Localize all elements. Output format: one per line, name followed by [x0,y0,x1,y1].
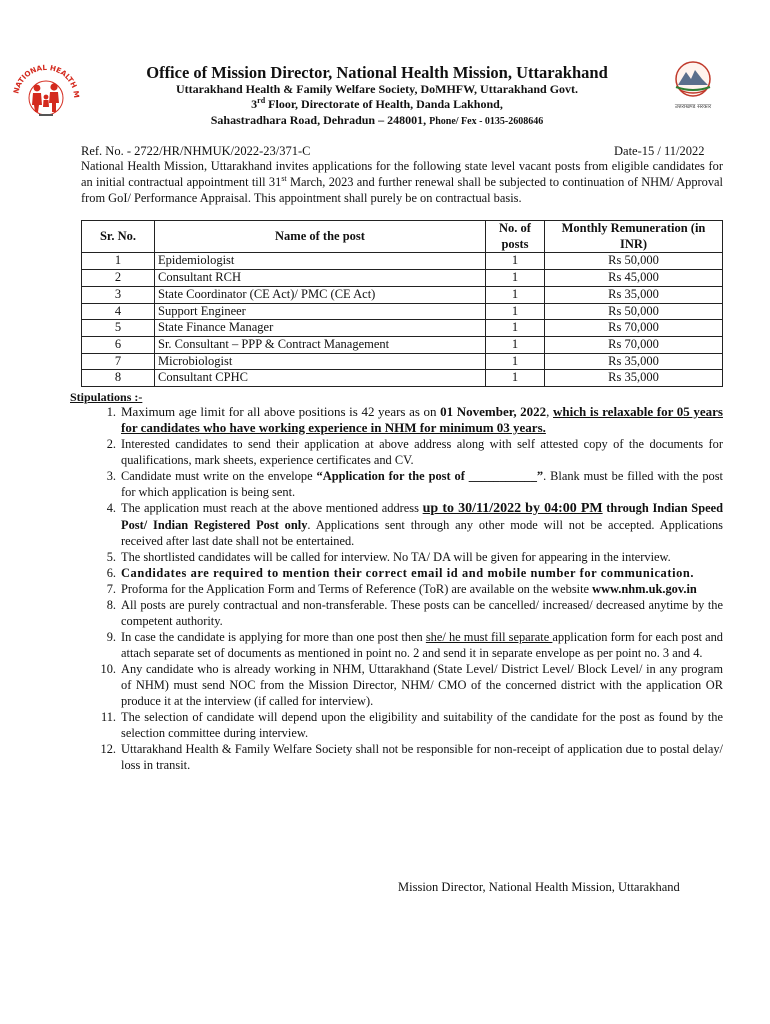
cell-post: Consultant RCH [155,270,486,287]
stipulation-item: 2. Interested candidates to send their application at above address along with self attested copy of the documents for qualifications, mark sheets, experience certificates and CV. [106,437,723,467]
cell-remuneration: Rs 35,000 [545,370,723,387]
office-title: Office of Mission Director, National Health Mission, Uttarakhand [146,63,608,82]
stipulation-item: 1. Maximum age limit for all above positions is 42 years as on 01 November, 2022, which is relaxable for 05 years for candidates who have working experience in NHM for minimum 03 years. [106,404,723,435]
cell-sr: 1 [82,253,155,270]
cell-posts: 1 [486,370,545,387]
table-header-row [82,221,723,253]
cell-remuneration: Rs 50,000 [545,303,723,320]
website-link: www.nhm.uk.gov.in [592,582,697,596]
cell-posts: 1 [486,320,545,337]
cell-sr: 7 [82,353,155,370]
stipulation-item: 7. Proforma for the Application Form and Terms of Reference (ToR) are available on the website www.nhm.uk.gov.in [106,582,697,596]
phone-fax: Phone/ Fex - 0135-2608646 [429,116,544,127]
header-no-of-posts: No. of posts [486,221,545,253]
intro-paragraph: National Health Mission, Uttarakhand invites applications for the following state level vacant posts from eligible candidates for an initial contractual appointment till 31st March, 2023 and further renewal shall be subjected to continuation of NHM/ Approval from GoI/ Performance Appraisal. This appointment shall purely be on contractual basis. [81,159,724,205]
table-row [82,286,723,303]
nhm-logo [8,60,84,120]
header-sr-no: Sr. No. [82,221,155,253]
stipulation-item: 10. Any candidate who is already working in NHM, Uttarakhand (State Level/ District Level/ Block Level/ in any program of NHM) must send NOC from the Mission Director, NHM/ CMO of the concerned district with the application OR produce it at the interview (if called for interview). [100,662,723,708]
address-line-1: 3rd Floor, Directorate of Health, Danda Lakhond, [251,96,503,111]
stipulation-item: 5. The shortlisted candidates will be called for interview. No TA/ DA will be given for appearing in the interview. [106,550,671,564]
cell-post: Sr. Consultant – PPP & Contract Management [155,336,486,353]
cell-remuneration: Rs 35,000 [545,286,723,303]
table-row [82,303,723,320]
cell-post: State Coordinator (CE Act)/ PMC (CE Act) [155,286,486,303]
uttarakhand-emblem [664,58,722,112]
cell-posts: 1 [486,303,545,320]
cell-posts: 1 [486,270,545,287]
cell-post: Consultant CPHC [155,370,486,387]
cell-posts: 1 [486,353,545,370]
cell-sr: 8 [82,370,155,387]
emblem-caption: उत्तराखण्ड सरकार [674,104,712,110]
cell-posts: 1 [486,286,545,303]
stipulation-item: 8. All posts are purely contractual and non-transferable. These posts can be cancelled/ increased/ decreased anytime by the competent authority. [106,598,723,628]
cell-remuneration: Rs 45,000 [545,270,723,287]
stipulation-item: 12. Uttarakhand Health & Family Welfare Society shall not be responsible for non-receipt of application due to postal delay/ loss in transit. [100,742,723,772]
cell-sr: 3 [82,286,155,303]
table-row [82,253,723,270]
cell-posts: 1 [486,253,545,270]
cell-sr: 5 [82,320,155,337]
cell-posts: 1 [486,336,545,353]
reference-number: Ref. No. - 2722/HR/NHMUK/2022-23/371-C [81,144,311,158]
cell-post: Epidemiologist [155,253,486,270]
stipulation-item: 4. The application must reach at the above mentioned address up to 30/11/2022 by 04:00 PM through Indian Speed Post/ Indian Registered Post only. Applications sent through any other mode will not be accepted. Applications received after last date shall not be entertained. [106,501,723,548]
cell-sr: 6 [82,336,155,353]
cell-remuneration: Rs 70,000 [545,336,723,353]
stipulation-item: 9. In case the candidate is applying for more than one post then she/ he must fill separate application form for each post and attach separate set of documents as mentioned in point no. 2 and send it in separate envelope as per point no. 3 and 4. [106,630,723,660]
table-row [82,370,723,387]
stipulation-item: 6. Candidates are required to mention their correct email id and mobile number for communication. [106,566,695,580]
signature-line: Mission Director, National Health Mission, Uttarakhand [398,880,680,894]
cell-post: State Finance Manager [155,320,486,337]
address-line-2: Sahastradhara Road, Dehradun – 248001, Phone/ Fex - 0135-2608646 [210,113,544,127]
nhm-logo-text: NATIONAL HEALTH M [11,62,82,99]
stipulation-item: 11. The selection of candidate will depend upon the eligibility and suitability of the candidate for the post as found by the selection committee during interview. [100,710,723,740]
issue-date: Date-15 / 11/2022 [614,144,705,158]
table-row [82,320,723,337]
cell-remuneration: Rs 50,000 [545,253,723,270]
cell-post: Support Engineer [155,303,486,320]
cell-remuneration: Rs 70,000 [545,320,723,337]
society-line: Uttarakhand Health & Family Welfare Society, DoMHFW, Uttarakhand Govt. [175,82,579,96]
svg-text:NATIONAL HEALTH MISSION [8,60,81,98]
cell-sr: 2 [82,270,155,287]
stipulation-item: 3. Candidate must write on the envelope “Application for the post of ___________”. Blank must be filled with the post for which application is being sent. [106,469,723,499]
table-row [82,353,723,370]
table-row [82,336,723,353]
vacancy-table [81,220,723,387]
cell-post: Microbiologist [155,353,486,370]
header-remuneration: Monthly Remuneration (in INR) [545,221,723,253]
stipulations-list [81,404,723,773]
cell-remuneration: Rs 35,000 [545,353,723,370]
table-row [82,270,723,287]
stipulations-heading: Stipulations :- [70,390,143,404]
cell-sr: 4 [82,303,155,320]
header-post-name: Name of the post [155,221,486,253]
